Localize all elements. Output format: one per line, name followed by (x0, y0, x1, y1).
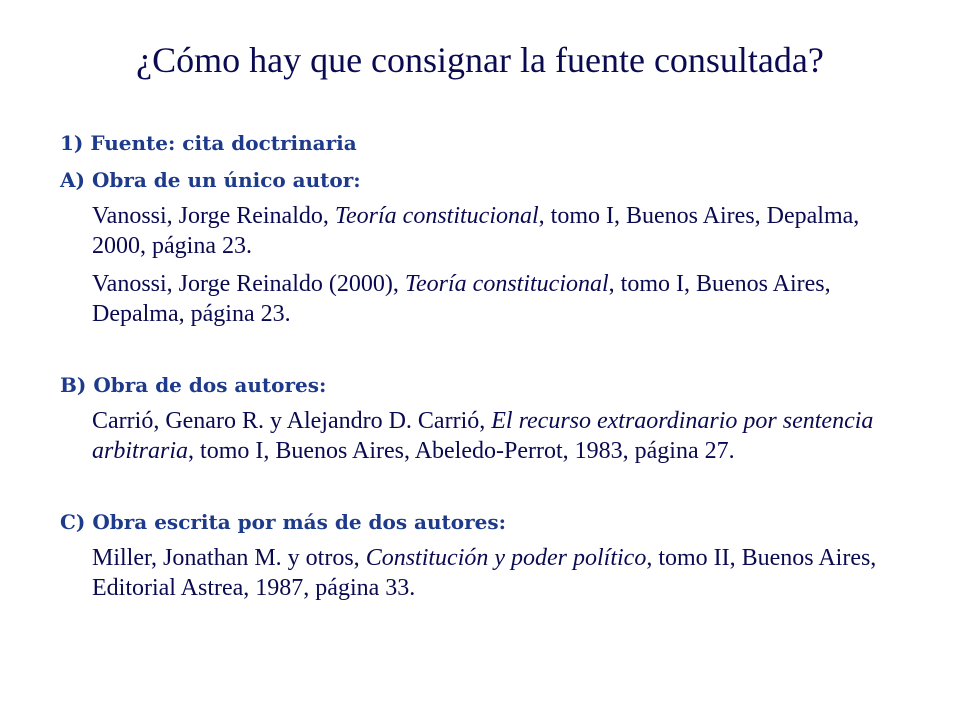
reference-b1-details: , tomo I, Buenos Aires, Abeledo-Perrot, 1983, página 27. (188, 438, 735, 464)
reference-a1 (60, 201, 910, 261)
source-heading: 1) Fuente: cita doctrinaria (60, 131, 357, 155)
slide-content (60, 128, 910, 603)
slide-title: ¿Cómo hay que consignar la fuente consultada? (136, 40, 824, 80)
reference-b1-title: El recurso extraordinario por sentencia arbitraria (92, 408, 874, 464)
reference-b1 (60, 406, 910, 466)
section-heading-c: C) Obra escrita por más de dos autores: (60, 510, 507, 534)
reference-b1-author: Carrió, Genaro R. y Alejandro D. Carrió, (92, 408, 492, 434)
section-heading-a: A) Obra de un único autor: (60, 168, 361, 192)
reference-a1-details: , tomo I, Buenos Aires, Depalma, 2000, página 23. (92, 203, 860, 259)
reference-c1 (60, 543, 910, 603)
reference-a1-author: Vanossi, Jorge Reinaldo, (92, 203, 335, 229)
reference-a1-title: Teoría constitucional (334, 203, 539, 229)
reference-c1-details: , tomo II, Buenos Aires, Editorial Astrea, 1987, página 33. (92, 545, 877, 601)
section-heading-b: B) Obra de dos autores: (60, 373, 327, 397)
reference-c1-title: Constitución y poder político (365, 545, 647, 571)
reference-a2-title: Teoría constitucional (404, 271, 609, 297)
reference-c1-author: Miller, Jonathan M. y otros, (92, 545, 366, 571)
reference-a2-author: Vanossi, Jorge Reinaldo (2000), (92, 271, 405, 297)
reference-a2 (60, 269, 910, 329)
reference-a2-details: , tomo I, Buenos Aires, Depalma, página 23. (92, 271, 831, 327)
